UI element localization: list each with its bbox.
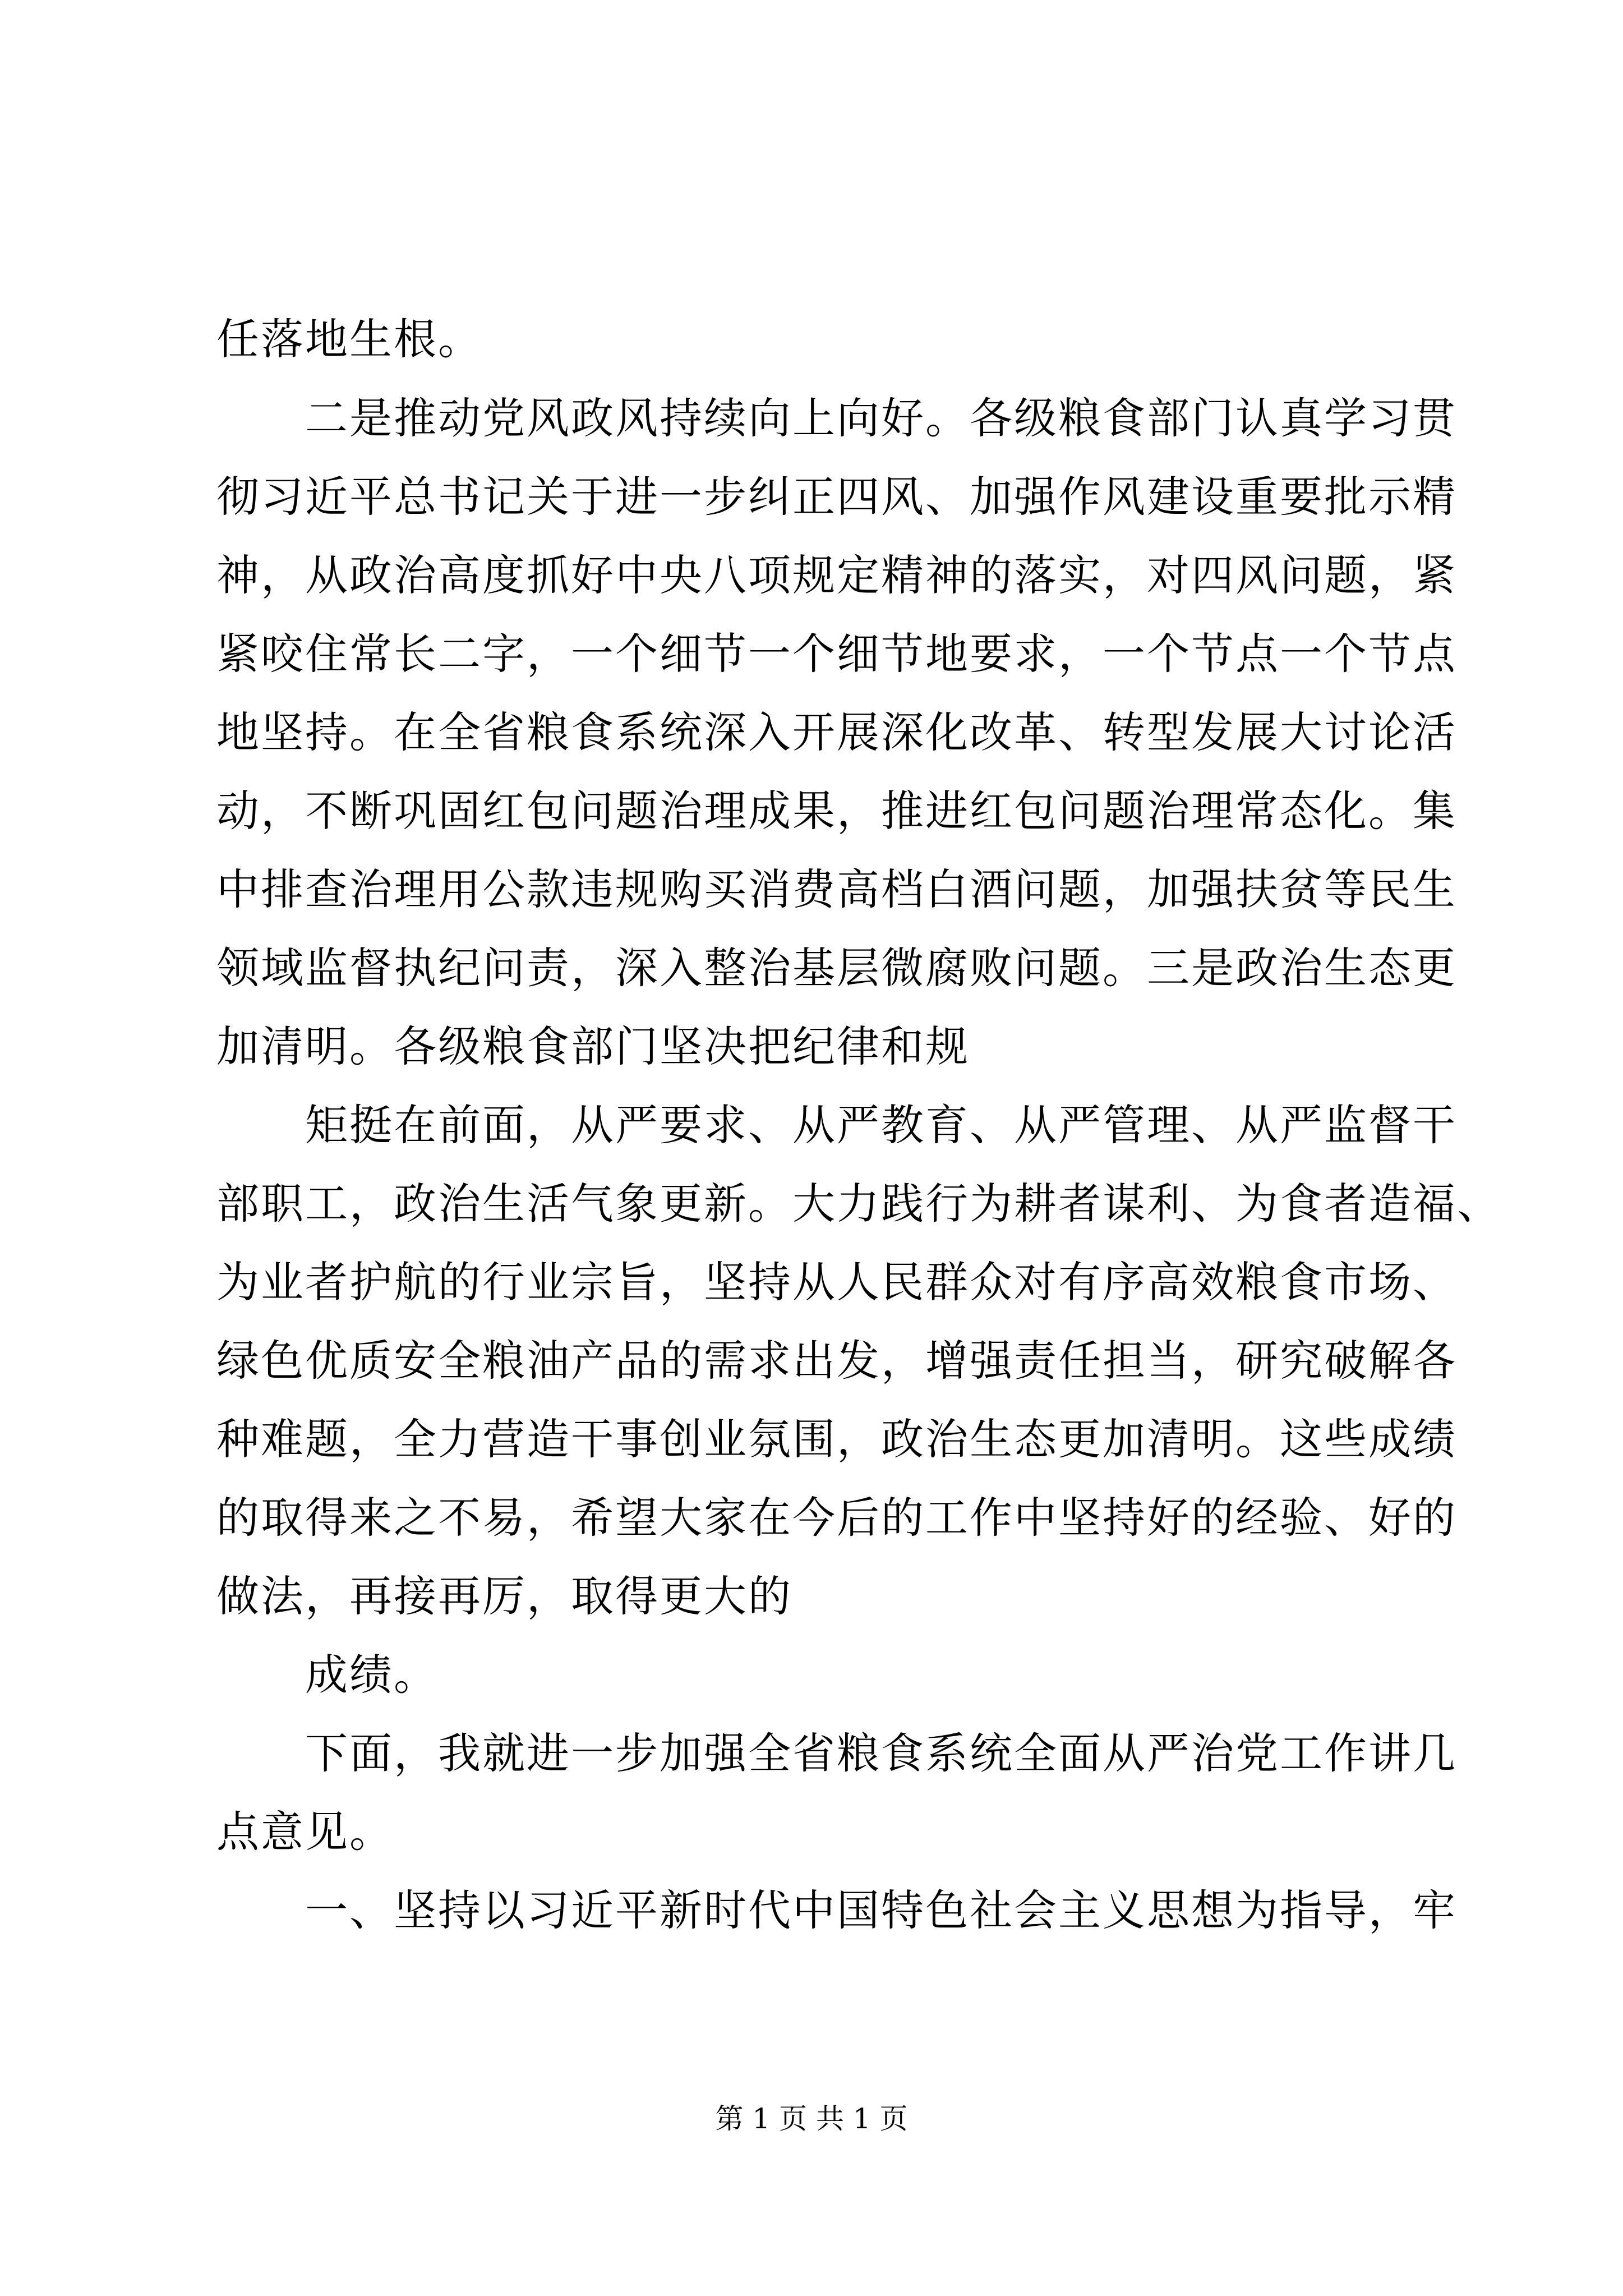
text-line: 二是推动党风政风持续向上向好。各级粮食部门认真学习贯 bbox=[305, 393, 1457, 443]
text-line: 任落地生根。 bbox=[216, 314, 482, 364]
text-line: 矩挺在前面，从严要求、从严教育、从严管理、从严监督干 bbox=[305, 1100, 1457, 1150]
text-line: 点意见。 bbox=[216, 1807, 394, 1857]
text-line: 彻习近平总书记关于进一步纠正四风、加强作风建设重要批示精 bbox=[216, 472, 1457, 522]
text-line: 神，从政治高度抓好中央八项规定精神的落实，对四风问题，紧 bbox=[216, 550, 1457, 600]
text-line: 地坚持。在全省粮食系统深入开展深化改革、转型发展大讨论活 bbox=[216, 707, 1457, 757]
text-line: 紧咬住常长二字，一个细节一个细节地要求，一个节点一个节点 bbox=[216, 629, 1457, 679]
text-line: 绿色优质安全粮油产品的需求出发，增强责任担当，研究破解各 bbox=[216, 1336, 1457, 1386]
text-line: 下面，我就进一步加强全省粮食系统全面从严治党工作讲几 bbox=[305, 1728, 1457, 1778]
text-line: 做法，再接再厉，取得更大的 bbox=[216, 1571, 792, 1621]
text-line: 部职工，政治生活气象更新。大力践行为耕者谋利、为食者造福、 bbox=[216, 1179, 1501, 1228]
text-line: 中排查治理用公款违规购买消费高档白酒问题，加强扶贫等民生 bbox=[216, 864, 1457, 914]
text-line: 加清明。各级粮食部门坚决把纪律和规 bbox=[216, 1022, 970, 1071]
text-line: 一、坚持以习近平新时代中国特色社会主义思想为指导，牢 bbox=[305, 1885, 1457, 1935]
text-line: 的取得来之不易，希望大家在今后的工作中坚持好的经验、好的 bbox=[216, 1493, 1457, 1543]
text-line: 种难题，全力营造干事创业氛围，政治生态更加清明。这些成绩 bbox=[216, 1414, 1457, 1464]
text-line: 为业者护航的行业宗旨，坚持从人民群众对有序高效粮食市场、 bbox=[216, 1257, 1457, 1307]
page-number-footer: 第 1 页 共 1 页 bbox=[715, 2102, 908, 2135]
text-line: 动，不断巩固红包问题治理成果，推进红包问题治理常态化。集 bbox=[216, 786, 1457, 836]
text-line: 成绩。 bbox=[305, 1650, 438, 1700]
text-line: 领域监督执纪问责，深入整治基层微腐败问题。三是政治生态更 bbox=[216, 943, 1457, 993]
